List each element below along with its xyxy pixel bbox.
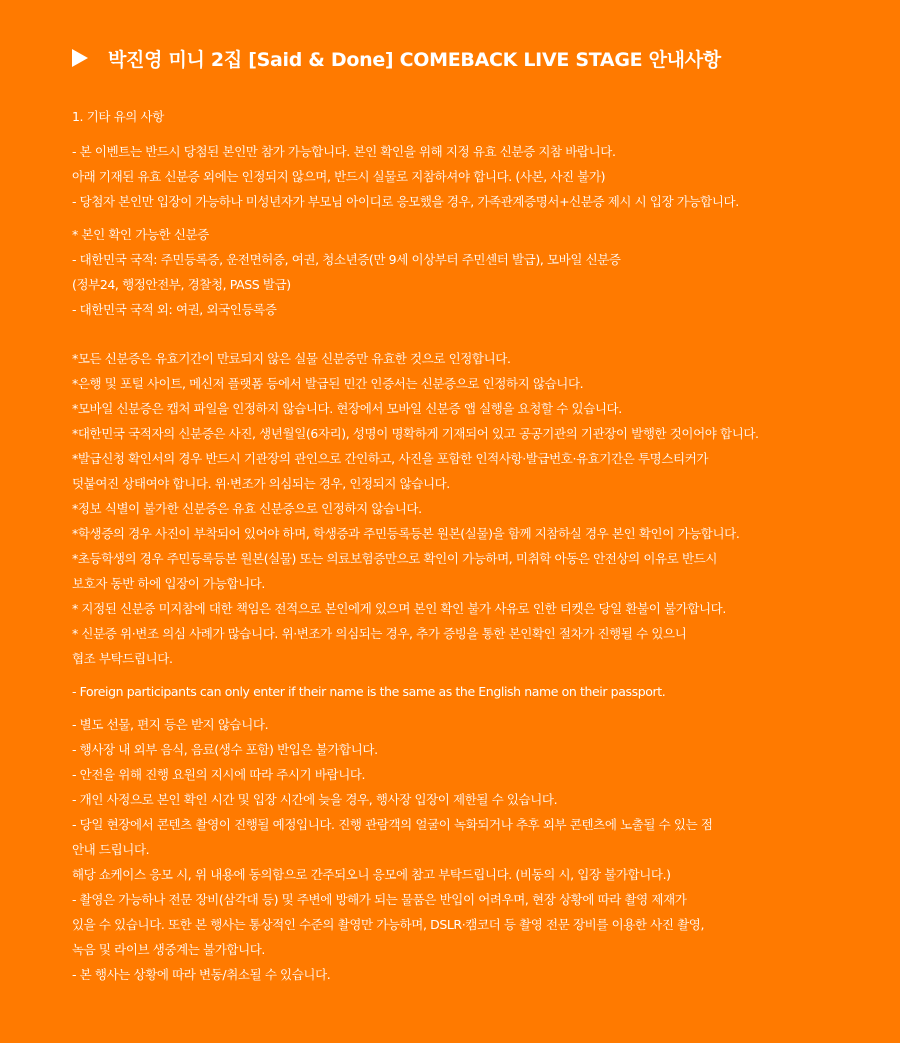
notice-line: 해당 쇼케이스 응모 시, 위 내용에 동의함으로 간주되오니 응모에 참고 부탁드립니다. (비동의 시, 입장 불가합니다.) [72, 867, 671, 882]
foreign-participants-note [72, 679, 872, 704]
notice-line: *모바일 신분증은 캡처 파일을 인정하지 않습니다. 현장에서 모바일 신분증 앱 실행을 요청할 수 있습니다. [72, 401, 622, 416]
notice-line: *모든 신분증은 유효기간이 만료되지 않은 실물 신분증만 유효한 것으로 인정합니다. [72, 351, 511, 366]
notice-header [72, 42, 721, 74]
id-validity-notes [72, 346, 872, 671]
notice-line: - 개인 사정으로 본인 확인 시간 및 입장 시간에 늦을 경우, 행사장 입장이 제한될 수 있습니다. [72, 792, 558, 807]
event-rules-notes [72, 712, 872, 987]
notice-line: 덧붙여진 상태여야 합니다. 위·변조가 의심되는 경우, 인정되지 않습니다. [72, 476, 450, 491]
id-types-notes [72, 222, 872, 322]
notice-line: * 지정된 신분증 미지참에 대한 책임은 전적으로 본인에게 있으며 본인 확인 불가 사유로 인한 티켓은 당일 환불이 불가합니다. [72, 601, 726, 616]
notice-line: - 안전을 위해 진행 요원의 지시에 따라 주시기 바랍니다. [72, 767, 366, 782]
notice-line: 협조 부탁드립니다. [72, 651, 173, 666]
notice-line: - 당첨자 본인만 입장이 가능하나 미성년자가 부모님 아이디로 응모했을 경우, 가족관계증명서+신분증 제시 시 입장 가능합니다. [72, 194, 739, 209]
notice-body [72, 104, 872, 987]
section-heading: 1. 기타 유의 사항 [72, 109, 164, 124]
notice-line: - 대한민국 국적 외: 여권, 외국인등록증 [72, 302, 277, 317]
notice-line: *정보 식별이 불가한 신분증은 유효 신분증으로 인정하지 않습니다. [72, 501, 422, 516]
notice-line: 녹음 및 라이브 생중계는 불가합니다. [72, 942, 265, 957]
notice-line: - 별도 선물, 편지 등은 받지 않습니다. [72, 717, 269, 732]
notice-line: - 본 행사는 상황에 따라 변동/취소될 수 있습니다. [72, 967, 331, 982]
notice-line: * 신분증 위·변조 의심 사례가 많습니다. 위·변조가 의심되는 경우, 추가 증빙을 통한 본인확인 절차가 진행될 수 있으니 [72, 626, 687, 641]
notice-line: - Foreign participants can only enter if their name is the same as the English name on their passport. [72, 684, 666, 699]
notice-line: *대한민국 국적자의 신분증은 사진, 생년월일(6자리), 성명이 명확하게 기재되어 있고 공공기관의 기관장이 발행한 것이어야 합니다. [72, 426, 759, 441]
notice-line: *발급신청 확인서의 경우 반드시 기관장의 관인으로 간인하고, 사진을 포함한 인적사항·발급번호·유효기간은 투명스티커가 [72, 451, 709, 466]
participation-notes [72, 139, 872, 214]
notice-line: - 대한민국 국적: 주민등록증, 운전면허증, 여권, 청소년증(만 9세 이상부터 주민센터 발급), 모바일 신분증 [72, 252, 621, 267]
notice-line: * 본인 확인 가능한 신분증 [72, 227, 209, 242]
page-title: 박진영 미니 2집 [Said & Done] COMEBACK LIVE STAGE 안내사항 [108, 48, 721, 71]
notice-line: - 행사장 내 외부 음식, 음료(생수 포함) 반입은 불가합니다. [72, 742, 378, 757]
notice-line: 있을 수 있습니다. 또한 본 행사는 통상적인 수준의 촬영만 가능하며, DSLR·캠코더 등 촬영 전문 장비를 이용한 사진 촬영, [72, 917, 705, 932]
notice-line: *초등학생의 경우 주민등록등본 원본(실물) 또는 의료보험증만으로 확인이 가능하며, 미취학 아동은 안전상의 이유로 반드시 [72, 551, 718, 566]
notice-line: - 촬영은 가능하나 전문 장비(삼각대 등) 및 주변에 방해가 되는 물품은 반입이 어려우며, 현장 상황에 따라 촬영 제재가 [72, 892, 687, 907]
notice-line: *은행 및 포털 사이트, 메신저 플랫폼 등에서 발급된 민간 인증서는 신분증으로 인정하지 않습니다. [72, 376, 584, 391]
notice-line: 보호자 동반 하에 입장이 가능합니다. [72, 576, 265, 591]
notice-line: *학생증의 경우 사진이 부착되어 있어야 하며, 학생증과 주민등록등본 원본(실물)을 함께 지참하실 경우 본인 확인이 가능합니다. [72, 526, 740, 541]
notice-line: 아래 기재된 유효 신분증 외에는 인정되지 않으며, 반드시 실물로 지참하셔야 합니다. (사본, 사진 불가) [72, 169, 606, 184]
notice-line: (정부24, 행정안전부, 경찰청, PASS 발급) [72, 277, 291, 292]
notice-line: 안내 드립니다. [72, 842, 150, 857]
notice-line: - 당일 현장에서 콘텐츠 촬영이 진행될 예정입니다. 진행 관람객의 얼굴이 녹화되거나 추후 외부 콘텐츠에 노출될 수 있는 점 [72, 817, 713, 832]
notice-line: - 본 이벤트는 반드시 당첨된 본인만 참가 가능합니다. 본인 확인을 위해 지정 유효 신분증 지참 바랍니다. [72, 144, 616, 159]
play-triangle-icon [72, 49, 88, 67]
